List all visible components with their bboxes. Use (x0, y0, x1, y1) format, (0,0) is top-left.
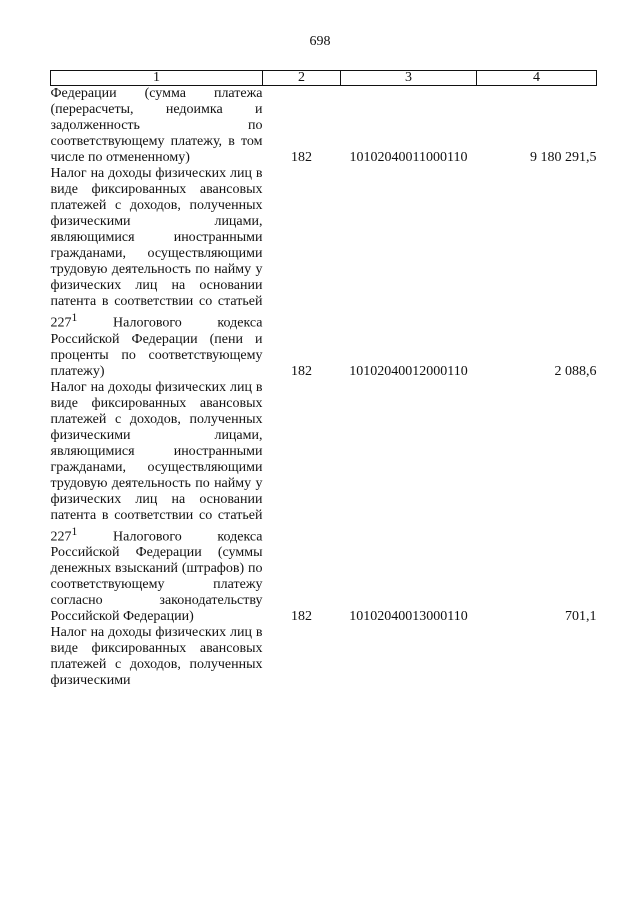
article-superscript: 1 (71, 311, 78, 324)
column-header-3: 3 (341, 71, 477, 86)
budget-classification-code-cell: 10102040012000110 (349, 363, 468, 379)
amount-cell: 9 180 291,5 (530, 150, 597, 165)
amount-cell: 701,1 (565, 609, 597, 625)
revenue-name-cell (51, 86, 263, 167)
admin-code-cell (263, 625, 341, 689)
revenue-name-text-part: Налогового кодекса Российской Федерации (пени и проценты по соответствующему платежу) (50, 315, 263, 379)
revenue-name-text: Федерации (сумма платежа (перерасчеты, недоимка и задолженность по соответствующему платежу, в том числе по отмененному) (50, 86, 263, 165)
column-header-2: 2 (263, 71, 341, 86)
revenue-name-cell (51, 166, 263, 380)
revenue-name-text-part: Налог на доходы физических лиц в виде фиксированных авансовых платежей с доходов, полученных физическими лицами, являющимися иностранными гражданами, осуществляющими трудовую деятельность по найму у физических лиц на основании патента в соответствии со статьей 227 (50, 379, 263, 545)
table-row (51, 166, 597, 380)
admin-code-cell: 182 (291, 150, 312, 165)
table-header-row (51, 71, 597, 86)
revenue-name-cell (51, 625, 263, 689)
column-header-1: 1 (51, 71, 263, 86)
table-row (51, 86, 597, 167)
budget-revenue-table (50, 70, 597, 689)
page-number: 698 (309, 34, 331, 49)
revenue-name-text-part: Налог на доходы физических лиц в виде фиксированных авансовых платежей с доходов, полученных физическими лицами, являющимися иностранными гражданами, осуществляющими трудовую деятельность по найму у физических лиц на основании патента в соответствии со статьей 227 (50, 166, 263, 331)
revenue-name-text-part: Налогового кодекса Российской Федерации (суммы денежных взысканий (штрафов) по соответствующему платежу согласно законодательству Российской Федерации) (50, 529, 263, 625)
column-header-4: 4 (477, 71, 597, 86)
amount-cell (477, 625, 597, 689)
budget-classification-code-cell: 10102040013000110 (349, 609, 468, 625)
admin-code-cell: 182 (291, 609, 312, 625)
revenue-name-cell (51, 380, 263, 626)
amount-cell: 2 088,6 (554, 363, 597, 379)
admin-code-cell: 182 (291, 363, 312, 379)
revenue-name-text (51, 380, 263, 626)
table-row (51, 380, 597, 626)
budget-classification-code-cell: 10102040011000110 (349, 150, 468, 165)
budget-classification-code-cell (341, 625, 477, 689)
article-superscript: 1 (71, 524, 78, 538)
table-row (51, 625, 597, 689)
revenue-name-text: Налог на доходы физических лиц в виде фиксированных авансовых платежей с доходов, полученных физическими (50, 625, 263, 689)
revenue-name-text (51, 166, 263, 380)
